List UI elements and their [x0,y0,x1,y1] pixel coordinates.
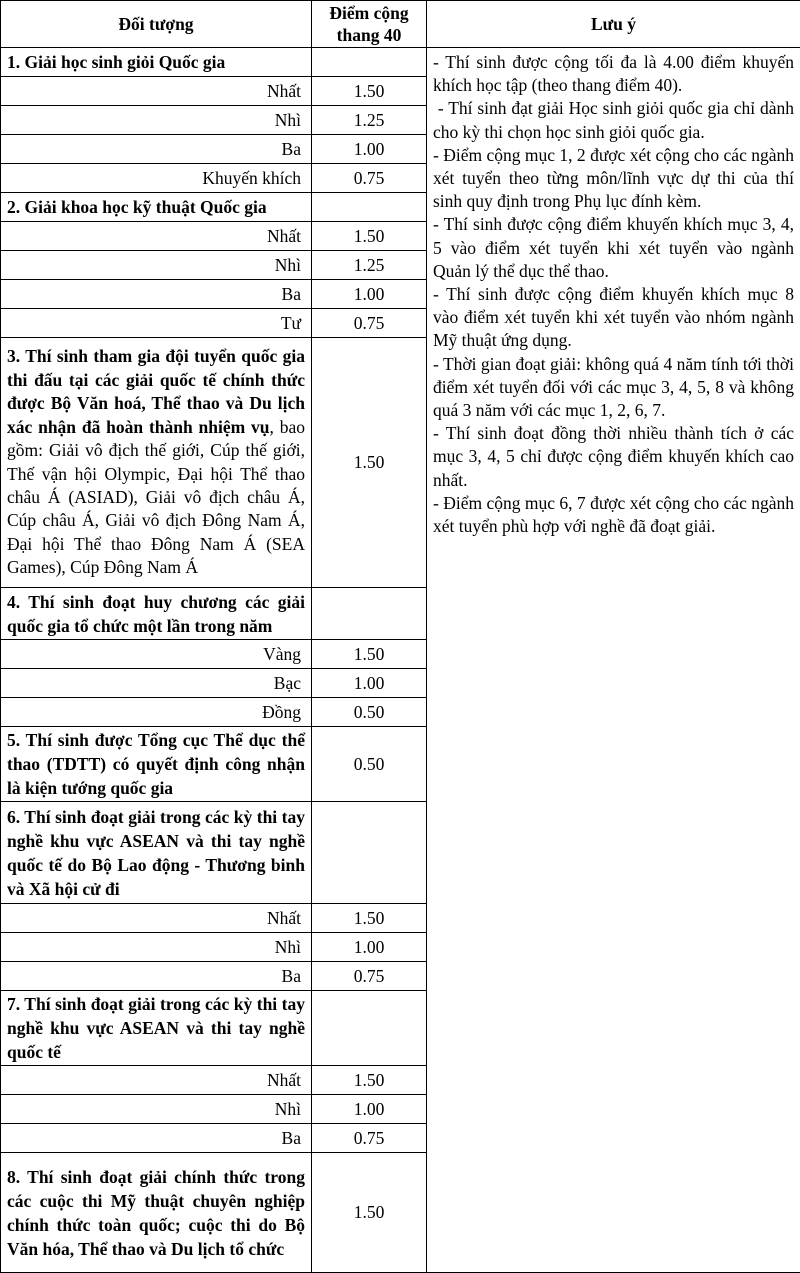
section-6-title-points [312,802,427,904]
header-luu-y [427,1,800,48]
section-3-description [1,338,312,588]
note-6: - Thời gian đoạt giải: không quá 4 năm tính tới thời điểm xét tuyển đối với các mục 3, 4, 5, 8 và không quá 3 năm với các mục 1, 2, 6, 7. [433,353,794,423]
medal-points: 0.50 [312,698,427,727]
medal-points: 1.50 [312,640,427,669]
prize-label: Tư [1,309,312,338]
section-5-points: 0.50 [312,727,427,802]
prize-points: 1.50 [312,222,427,251]
section-8-points: 1.50 [312,1153,427,1273]
prize-label: Nhất [1,77,312,106]
medal-label: Bạc [1,669,312,698]
prize-label: Nhất [1,904,312,933]
header-doi-tuong [1,1,312,48]
section-4-title: 4. Thí sinh đoạt huy chương các giải quốc gia tổ chức một lần trong năm [1,588,312,640]
note-3: - Điểm cộng mục 1, 2 được xét cộng cho các ngành xét tuyển theo từng môn/lĩnh vực dự thi của thí sinh quy định trong Phụ lục đính kèm. [433,144,794,214]
section-1-title: 1. Giải học sinh giỏi Quốc gia [1,48,312,77]
header-diem-cong-line2: thang 40 [337,25,402,45]
prize-label: Nhất [1,1066,312,1095]
header-doi-tuong-text: Đối tượng [118,14,193,34]
prize-label: Ba [1,280,312,309]
medal-label: Đồng [1,698,312,727]
section-2-title-points [312,193,427,222]
note-2: - Thí sinh đạt giải Học sinh giỏi quốc gia chỉ dành cho kỳ thi chọn học sinh giỏi quốc gia. [433,97,794,143]
section-7-title-points [312,991,427,1066]
notes-cell [427,48,800,1273]
header-diem-cong [312,1,427,48]
prize-points: 0.75 [312,309,427,338]
section-8-title: 8. Thí sinh đoạt giải chính thức trong các cuộc thi Mỹ thuật chuyên nghiệp chính thức toàn quốc; cuộc thi do Bộ Văn hóa, Thể thao và Du lịch tổ chức [1,1153,312,1273]
prize-label: Nhì [1,1095,312,1124]
section-4-title-points [312,588,427,640]
prize-points: 1.25 [312,106,427,135]
section-1-title-row [1,48,800,77]
prize-label: Khuyến khích [1,164,312,193]
prize-label: Ba [1,962,312,991]
prize-points: 0.75 [312,164,427,193]
section-2-title: 2. Giải khoa học kỹ thuật Quốc gia [1,193,312,222]
prize-points: 1.00 [312,135,427,164]
section-5-title: 5. Thí sinh được Tổng cục Thể dục thể thao (TDTT) có quyết định công nhận là kiện tướng quốc gia [1,727,312,802]
prize-points: 1.50 [312,1066,427,1095]
prize-label: Nhì [1,106,312,135]
prize-label: Nhì [1,251,312,280]
section-6-title: 6. Thí sinh đoạt giải trong các kỳ thi tay nghề khu vực ASEAN và thi tay nghề quốc tế do Bộ Lao động - Thương binh và Xã hội cử đi [1,802,312,904]
section-1-title-points [312,48,427,77]
note-5: - Thí sinh được cộng điểm khuyến khích mục 8 vào điểm xét tuyển khi xét tuyển vào nhóm ngành Mỹ thuật ứng dụng. [433,283,794,353]
prize-points: 1.00 [312,280,427,309]
prize-points: 0.75 [312,962,427,991]
prize-points: 0.75 [312,1124,427,1153]
prize-points: 1.50 [312,904,427,933]
note-8: - Điểm cộng mục 6, 7 được xét cộng cho các ngành xét tuyển phù hợp với nghề đã đoạt giải. [433,492,794,538]
prize-points: 1.00 [312,933,427,962]
header-diem-cong-line1: Điểm cộng [329,3,408,23]
header-row [1,1,800,48]
section-3-title: 3. Thí sinh tham gia đội tuyển quốc gia thi đấu tại các giải quốc tế chính thức được Bộ Văn hoá, Thể thao và Du lịch xác nhận đã hoàn thành nhiệm vụ [7,346,305,436]
note-4: - Thí sinh được cộng điểm khuyến khích mục 3, 4, 5 vào điểm xét tuyển khi xét tuyển vào ngành Quản lý thể dục thể thao. [433,213,794,283]
prize-points: 1.00 [312,1095,427,1124]
prize-points: 1.50 [312,77,427,106]
note-7: - Thí sinh đoạt đồng thời nhiều thành tích ở các mục 3, 4, 5 chỉ được cộng điểm khuyến khích cao nhất. [433,422,794,492]
section-3-desc: , bao gồm: Giải vô địch thế giới, Cúp thế giới, Thế vận hội Olympic, Đại hội Thể thao châu Á (ASIAD), Giải vô địch châu Á, Cúp châu Á, Giải vô địch Đông Nam Á, Đại hội Thể thao Đông Nam Á (SEA Games), Cúp Đông Nam Á [7,417,305,577]
prize-label: Nhì [1,933,312,962]
section-7-title: 7. Thí sinh đoạt giải trong các kỳ thi tay nghề khu vực ASEAN và thi tay nghề quốc tế [1,991,312,1066]
prize-points: 1.25 [312,251,427,280]
prize-label: Nhất [1,222,312,251]
prize-label: Ba [1,1124,312,1153]
header-luu-y-text: Lưu ý [591,14,636,34]
prize-label: Ba [1,135,312,164]
section-3-points: 1.50 [312,338,427,588]
medal-points: 1.00 [312,669,427,698]
note-1: - Thí sinh được cộng tối đa là 4.00 điểm khuyến khích học tập (theo thang điểm 40). [433,51,794,97]
medal-label: Vàng [1,640,312,669]
